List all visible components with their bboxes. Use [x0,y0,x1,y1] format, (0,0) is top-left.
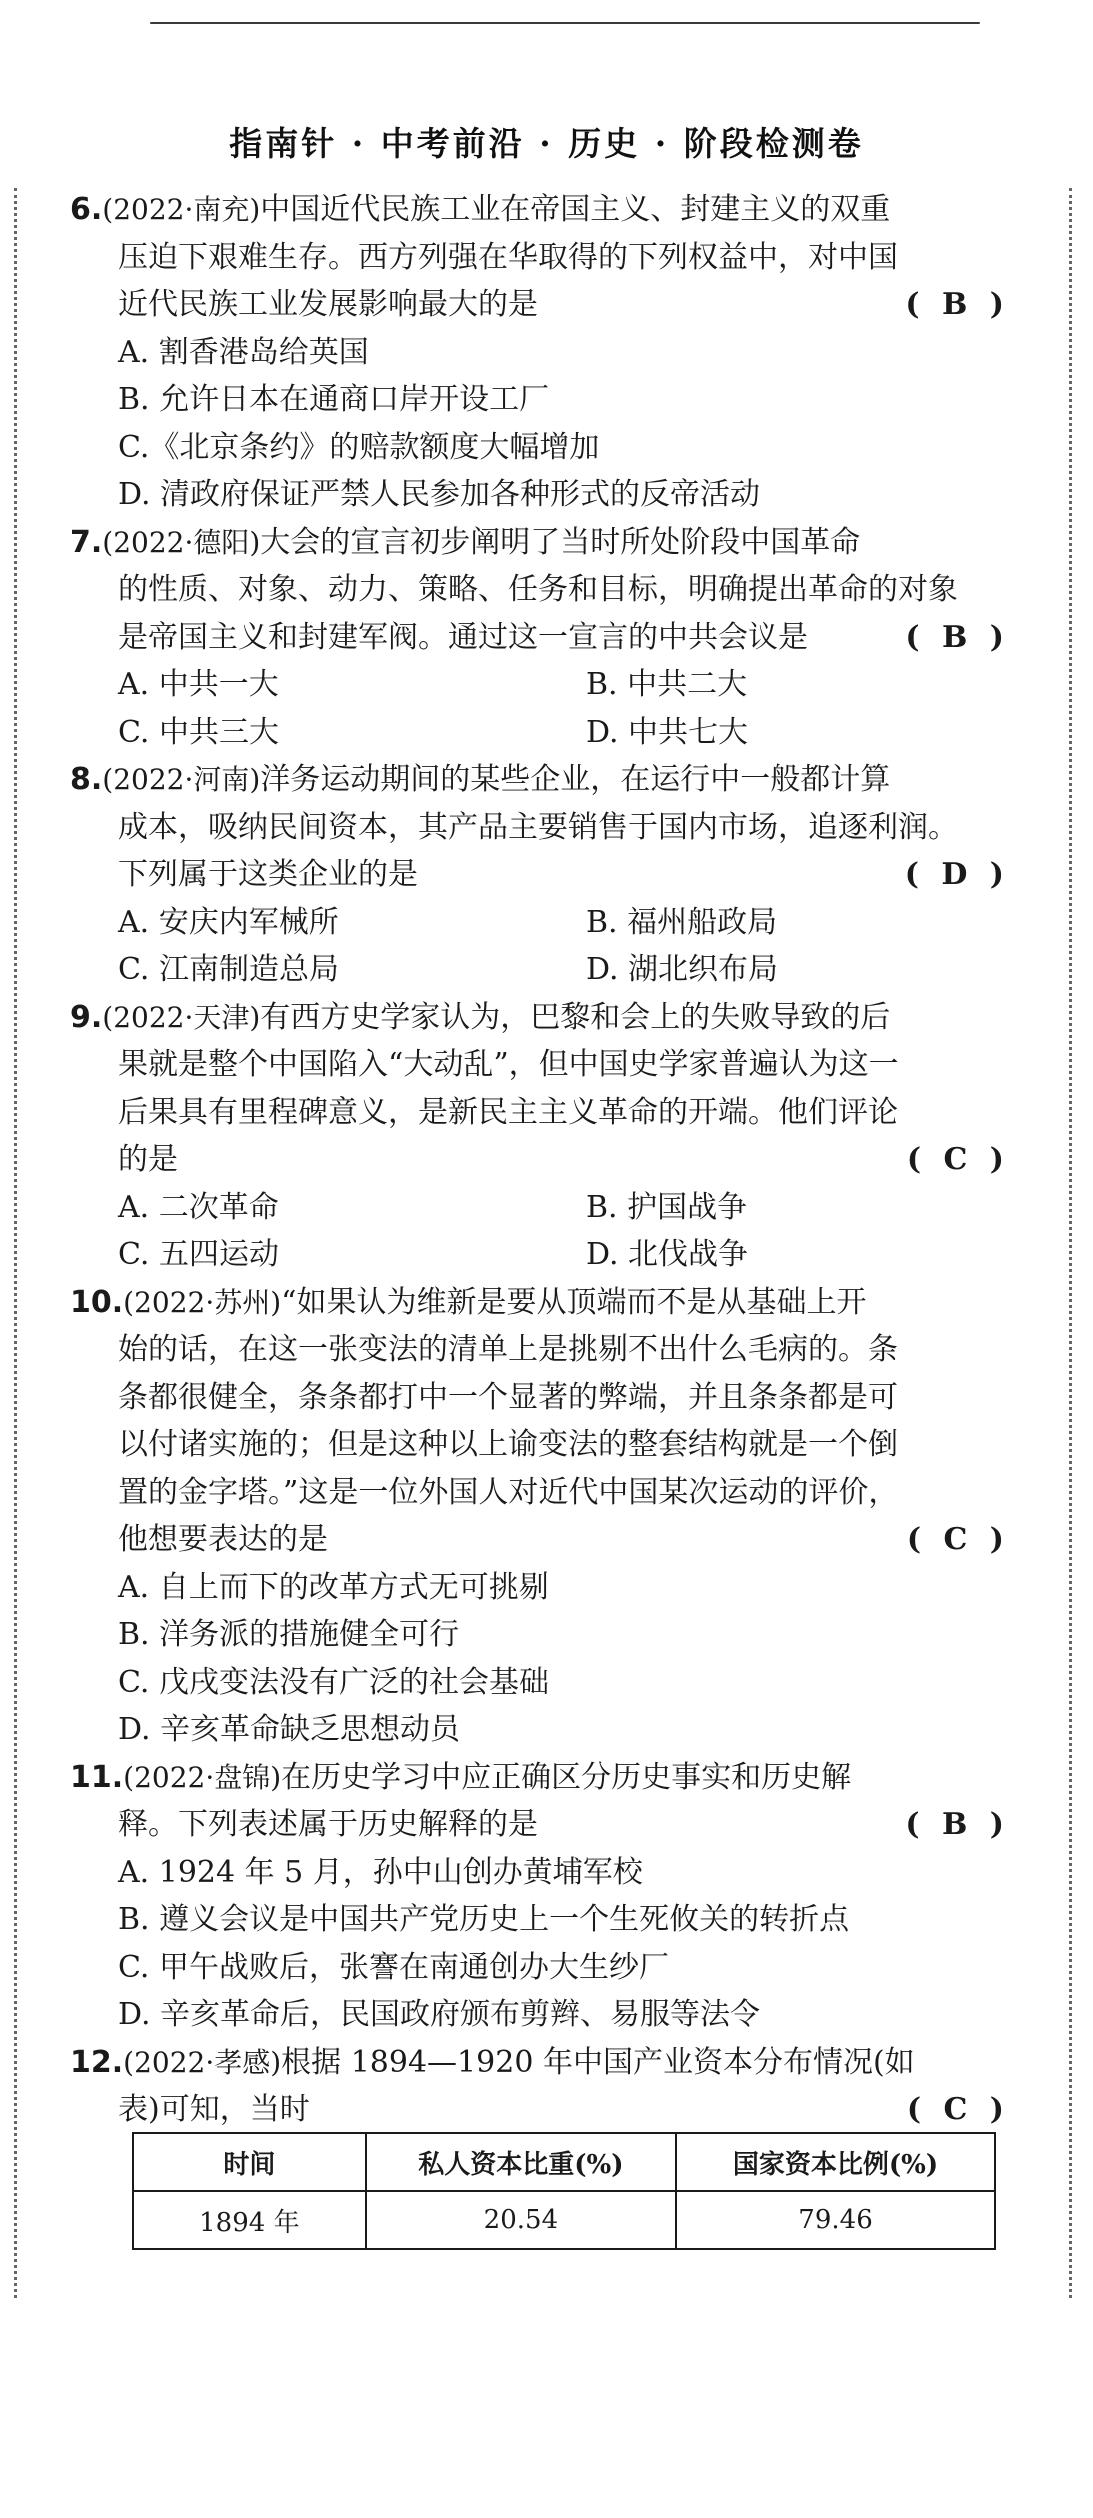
answer-mark: ( B ) [905,287,1010,322]
answer-mark: ( D ) [904,857,1010,892]
question-source: (2022·河南) [102,763,261,796]
question-line: 他想要表达的是 [118,1522,328,1557]
question-number: 12. [70,2044,124,2080]
option-c: C. 五四运动 [118,1237,279,1272]
question-6 [70,186,1010,519]
page-header: 指南针 · 中考前沿 · 历史 · 阶段检测卷 [229,124,864,163]
option-d: D. 辛亥革命缺乏思想动员 [118,1712,461,1747]
answer-mark: ( B ) [905,619,1010,655]
option-c: C.《北京条约》的赔款额度大幅增加 [118,429,600,465]
option-a: A. 二次革命 [118,1189,279,1225]
question-line: 表)可知，当时 [118,2092,310,2127]
question-line: 洋务运动期间的某些企业，在运行中一般都计算 [260,762,891,797]
table-header-cell: 私人资本比重(%) [366,2133,676,2191]
question-10 [70,1279,1010,1754]
question-9 [70,994,1010,1279]
question-line: 在历史学习中应正确区分历史事实和历史解 [281,1759,852,1795]
question-source: (2022·南充) [102,193,261,226]
table-row [133,2191,995,2249]
option-c: C. 甲午战败后，张謇在南通创办大生纱厂 [118,1949,669,1985]
question-number: 7. [70,524,103,560]
question-line: “如果认为维新是要从顶端而不是从基础上开 [281,1284,867,1320]
option-a: A. 1924 年 5 月，孙中山创办黄埔军校 [118,1854,643,1890]
question-number: 9. [70,999,103,1035]
question-8 [70,756,1010,994]
option-c: C. 江南制造总局 [118,952,339,987]
option-d: D. 辛亥革命后，民国政府颁布剪辫、易服等法令 [118,1997,761,2032]
table-header-row [133,2133,995,2191]
top-rule [150,22,980,24]
question-number: 8. [70,762,103,797]
option-d: D. 清政府保证严禁人民参加各种形式的反帝活动 [118,477,761,512]
option-b: B. 福州船政局 [586,904,778,940]
question-line: 根据 1894—1920 年中国产业资本分布情况(如 [281,2044,915,2080]
question-line: 置的金字塔。”这是一位外国人对近代中国某次运动的评价， [118,1474,899,1510]
question-line: 压迫下艰难生存。西方列强在华取得的下列权益中，对中国 [118,239,898,275]
table-cell: 20.54 [366,2191,676,2249]
question-line: 以付诸实施的；但是这种以上谕变法的整套结构就是一个倒 [118,1427,898,1462]
question-7 [70,519,1010,757]
option-b: B. 遵义会议是中国共产党历史上一个生死攸关的转折点 [118,1902,850,1937]
option-c: C. 戊戌变法没有广泛的社会基础 [118,1664,549,1700]
question-list [70,186,1010,2134]
question-number: 11. [70,1759,124,1795]
question-line: 有西方史学家认为，巴黎和会上的失败导致的后 [260,999,891,1035]
table-cell: 1894 年 [133,2191,366,2249]
option-b: B. 护国战争 [586,1189,748,1225]
option-a: A. 中共一大 [118,667,279,702]
option-d: D. 中共七大 [586,714,749,750]
question-line: 始的话，在这一张变法的清单上是挑剔不出什么毛病的。条 [118,1332,898,1367]
question-line: 近代民族工业发展影响最大的是 [118,287,538,322]
question-line: 后果具有里程碑意义，是新民主主义革命的开端。他们评论 [118,1094,898,1130]
question-line: 下列属于这类企业的是 [118,857,418,892]
capital-distribution-table [132,2132,996,2250]
question-source: (2022·孝感) [123,2045,282,2079]
question-11 [70,1754,1010,2039]
answer-mark: ( C ) [906,2092,1010,2127]
question-line: 大会的宣言初步阐明了当时所处阶段中国革命 [260,524,861,560]
table-header-cell: 时间 [133,2133,366,2191]
option-d: D. 北伐战争 [586,1237,749,1272]
question-line: 条都很健全，条条都打中一个显著的弊端，并且条条都是可 [118,1379,898,1415]
option-a: A. 安庆内军械所 [118,904,339,940]
option-a: A. 割香港岛给英国 [118,334,369,370]
question-line: 的性质、对象、动力、策略、任务和目标，明确提出革命的对象 [118,572,958,607]
option-b: B. 允许日本在通商口岸开设工厂 [118,382,550,417]
option-b: B. 中共二大 [586,667,748,702]
option-d: D. 湖北织布局 [586,952,779,987]
right-margin-line [1069,188,1072,2298]
table-cell: 79.46 [676,2191,995,2249]
answer-mark: ( B ) [905,1807,1010,1842]
question-line: 成本，吸纳民间资本，其产品主要销售于国内市场，追逐利润。 [118,809,958,845]
option-b: B. 洋务派的措施健全可行 [118,1617,460,1652]
table-header-cell: 国家资本比例(%) [676,2133,995,2191]
left-margin-line [14,188,17,2298]
question-line: 是帝国主义和封建军阀。通过这一宣言的中共会议是 [118,619,808,655]
answer-mark: ( C ) [906,1142,1010,1177]
question-line: 的是 [118,1142,178,1177]
question-line: 果就是整个中国陷入“大动乱”，但中国史学家普遍认为这一 [118,1047,899,1082]
question-source: (2022·天津) [102,1000,261,1034]
answer-mark: ( C ) [906,1522,1010,1557]
question-source: (2022·苏州) [123,1285,282,1319]
option-a: A. 自上而下的改革方式无可挑剔 [118,1569,549,1605]
question-number: 10. [70,1284,124,1320]
question-number: 6. [70,192,103,227]
question-source: (2022·盘锦) [123,1760,282,1794]
question-line: 释。下列表述属于历史解释的是 [118,1807,538,1842]
question-source: (2022·德阳) [102,525,261,559]
option-c: C. 中共三大 [118,714,279,750]
question-line: 中国近代民族工业在帝国主义、封建主义的双重 [260,192,891,227]
question-12 [70,2039,1010,2134]
